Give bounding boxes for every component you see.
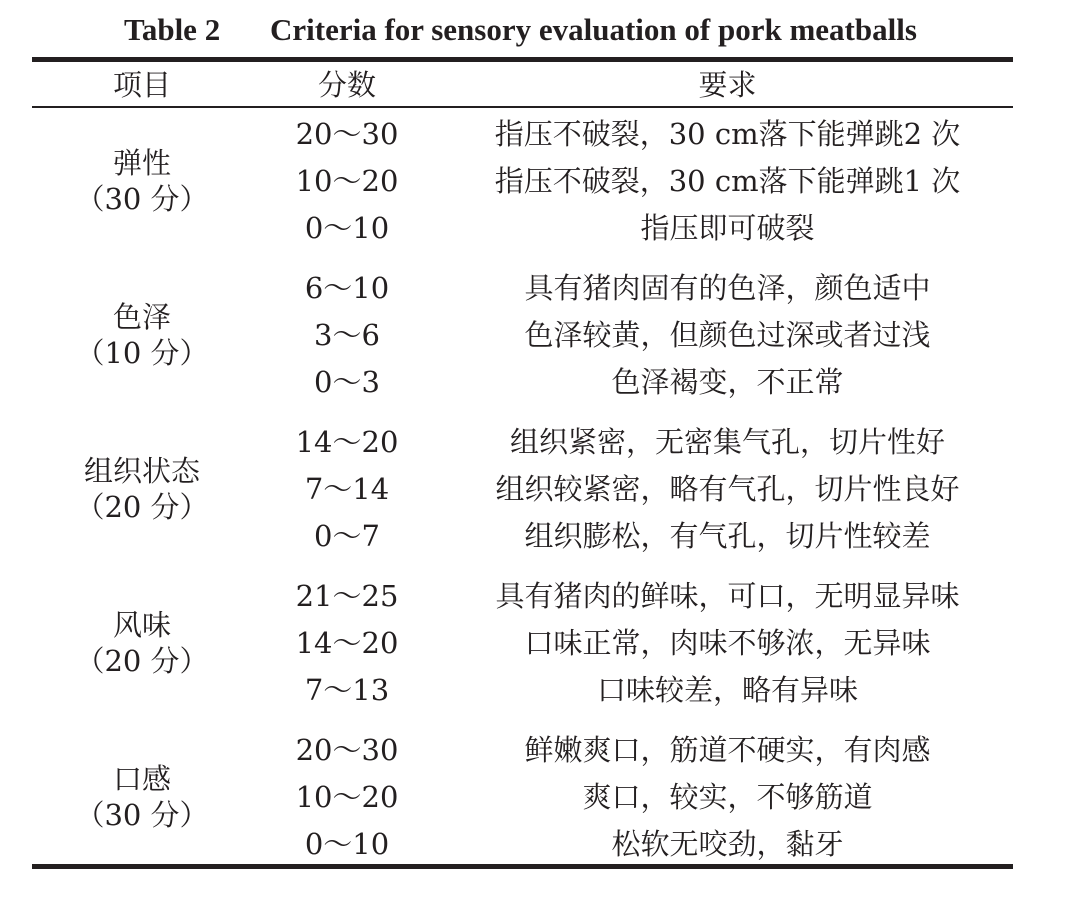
score-cell: 0～10	[304, 211, 390, 245]
requirement-cell: 爽口，较实，不够筋道	[582, 780, 873, 814]
header-item: 项目	[112, 68, 171, 102]
score-cell: 0～10	[304, 827, 390, 861]
header-requirement: 要求	[698, 68, 757, 102]
item-cell	[32, 299, 252, 371]
item-points: （20 分）	[75, 644, 209, 678]
bottom-rule	[32, 864, 1013, 869]
requirement-cell: 鲜嫩爽口，筋道不硬实，有肉感	[524, 733, 931, 767]
requirement-cell: 松软无咬劲，黏牙	[611, 827, 844, 861]
table-caption	[0, 8, 1079, 52]
item-points: （30 分）	[75, 182, 209, 216]
requirement-cell: 组织膨松，有气孔，切片性较差	[524, 519, 931, 553]
header-rule	[32, 106, 1013, 108]
score-cell: 14～20	[295, 626, 399, 660]
table-title: Criteria for sensory evaluation of pork meatballs	[270, 12, 917, 47]
item-name: 组织状态	[83, 454, 200, 488]
item-points: （10 分）	[75, 336, 209, 370]
requirement-cell: 指压即可破裂	[640, 211, 815, 245]
item-points: （30 分）	[75, 798, 209, 832]
requirement-cell: 口味较差，略有异味	[596, 673, 858, 707]
item-name: 口感	[112, 762, 171, 796]
table-label: Table 2	[124, 12, 221, 47]
score-cell: 7～13	[304, 673, 390, 707]
score-cell: 10～20	[295, 164, 399, 198]
score-cell: 0～7	[314, 519, 380, 553]
score-cell: 10～20	[295, 780, 399, 814]
top-rule	[32, 57, 1013, 62]
item-name: 风味	[112, 608, 171, 642]
requirement-cell: 组织紧密，无密集气孔，切片性好	[509, 425, 945, 459]
requirement-cell: 具有猪肉固有的色泽，颜色适中	[524, 271, 931, 305]
item-points: （20 分）	[75, 490, 209, 524]
score-cell: 0～3	[314, 365, 380, 399]
requirement-cell: 色泽褐变，不正常	[611, 365, 844, 399]
requirement-cell: 色泽较黄，但颜色过深或者过浅	[524, 318, 931, 352]
score-cell: 14～20	[295, 425, 399, 459]
requirement-cell: 指压不破裂，30 cm落下能弹跳1 次	[494, 164, 961, 198]
requirement-cell: 指压不破裂，30 cm落下能弹跳2 次	[494, 117, 961, 151]
requirement-cell: 组织较紧密，略有气孔，切片性良好	[495, 472, 960, 506]
item-cell	[32, 453, 252, 525]
header-score: 分数	[317, 68, 376, 102]
requirement-cell: 具有猪肉的鲜味，可口，无明显异味	[495, 579, 960, 613]
score-cell: 20～30	[295, 117, 399, 151]
score-cell: 21～25	[295, 579, 399, 613]
item-cell	[32, 145, 252, 217]
score-cell: 3～6	[314, 318, 380, 352]
item-cell	[32, 607, 252, 679]
item-name: 弹性	[112, 146, 171, 180]
requirement-cell: 口味正常，肉味不够浓，无异味	[524, 626, 931, 660]
item-name: 色泽	[112, 300, 171, 334]
score-cell: 20～30	[295, 733, 399, 767]
score-cell: 6～10	[304, 271, 390, 305]
score-cell: 7～14	[304, 472, 390, 506]
item-cell	[32, 761, 252, 833]
